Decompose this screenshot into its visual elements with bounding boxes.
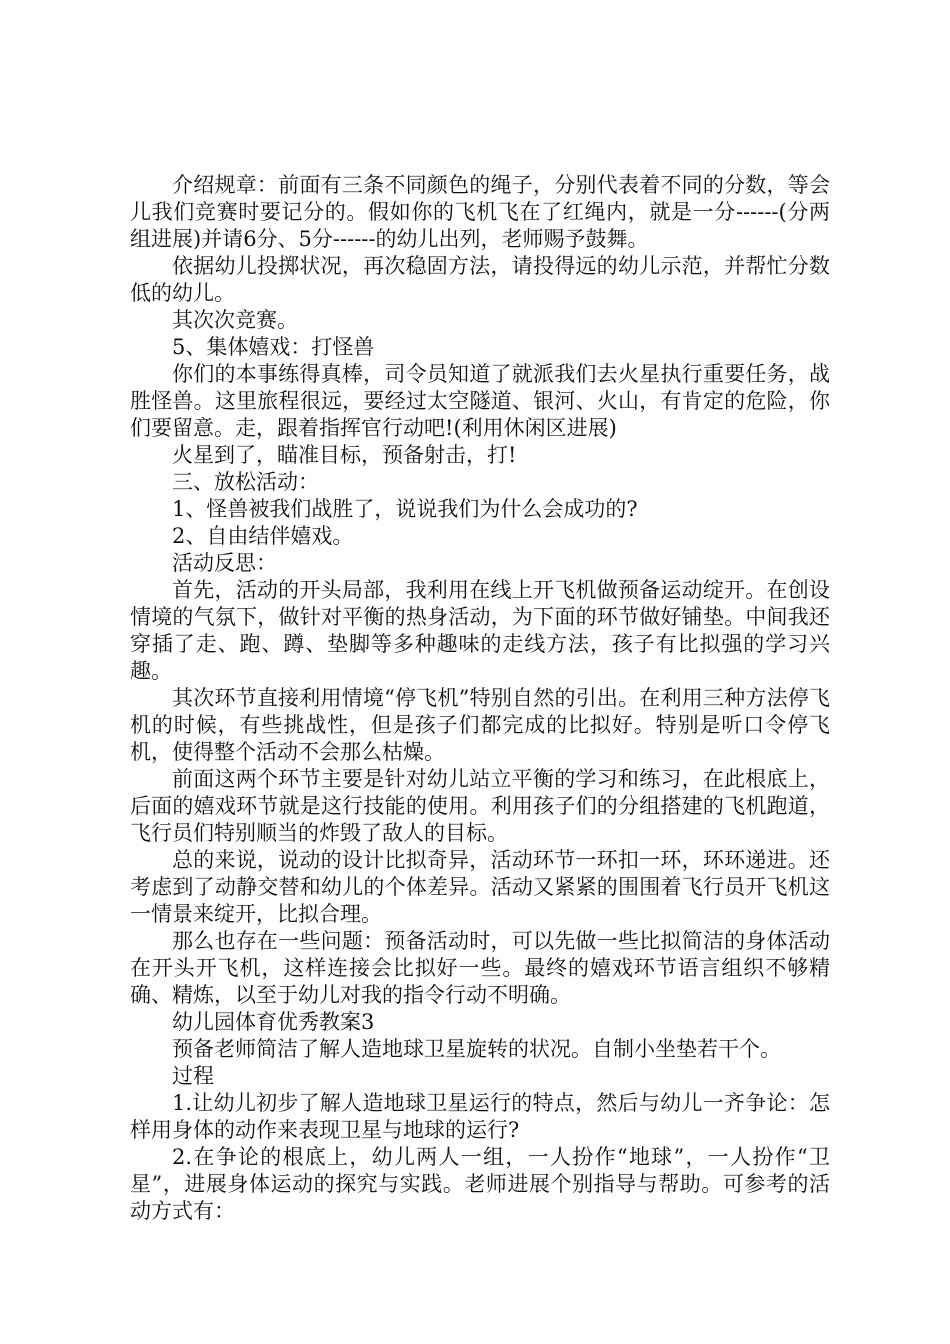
document-body	[130, 172, 830, 1225]
paragraph-mission-story: 你们的本事练得真棒，司令员知道了就派我们去火星执行重要任务，战胜怪兽。这里旅程很远，要经过太空隧道、银河、火山，有肯定的危险，你们要留意。走，跟着指挥官行动吧!(利用休闲区进展)	[130, 362, 830, 440]
paragraph-reflection-second: 其次环节直接利用情境“停飞机”特别自然的引出。在利用三种方法停飞机的时候，有些挑战性，但是孩子们都完成的比拟好。特别是听口令停飞机，使得整个活动不会那么枯燥。	[130, 686, 830, 764]
paragraph-process-step-1: 1.让幼儿初步了解人造地球卫星运行的特点，然后与幼儿一齐争论：怎样用身体的动作来表现卫星与地球的运行?	[130, 1091, 830, 1142]
paragraph-reflection-summary: 总的来说，说动的设计比拟奇异，活动环节一环扣一环，环环递进。还考虑到了动静交替和幼儿的个体差异。活动又紧紧的围围着飞行员开飞机这一情景来绽开，比拟合理。	[130, 848, 830, 926]
paragraph-heading-lesson-3: 幼儿园体育优秀教案3	[172, 1010, 375, 1034]
paragraph-heading-group-game: 5、集体嬉戏：打怪兽	[172, 335, 375, 359]
paragraph-heading-reflection: 活动反思：	[172, 551, 277, 575]
paragraph-reflection-first: 首先，活动的开头局部，我利用在线上开飞机做预备运动绽开。在创设情境的气氛下，做针对平衡的热身活动，为下面的环节做好铺垫。中间我还穿插了走、跑、蹲、垫脚等多种趣味的走线方法，孩子有比拟强的学习兴趣。	[130, 578, 830, 683]
paragraph-reflection-problems: 那么也存在一些问题：预备活动时，可以先做一些比拟简洁的身体活动在开头开飞机，这样连接会比拟好一些。最终的嬉戏环节语言组织不够精确、精炼，以至于幼儿对我的指令行动不明确。	[130, 929, 830, 1007]
paragraph-heading-process: 过程	[172, 1064, 214, 1088]
paragraph-process-step-2: 2.在争论的根底上，幼儿两人一组，一人扮作“地球”，一人扮作“卫星”，进展身体运动的探究与实践。老师进展个别指导与帮助。可参考的活动方式有：	[130, 1145, 830, 1223]
paragraph-reflection-balance: 前面这两个环节主要是针对幼儿站立平衡的学习和练习，在此根底上，后面的嬉戏环节就是这行技能的使用。利用孩子们的分组搭建的飞机跑道，飞行员们特别顺当的炸毁了敌人的目标。	[130, 767, 830, 845]
paragraph-preparation: 预备老师简洁了解人造地球卫星旋转的状况。自制小坐垫若干个。	[172, 1037, 781, 1061]
paragraph-relax-item-2: 2、自由结伴嬉戏。	[172, 524, 354, 548]
paragraph-mars-arrival: 火星到了，瞄准目标，预备射击，打!	[172, 443, 517, 467]
paragraph-second-contest: 其次次竞赛。	[172, 308, 298, 332]
paragraph-reinforce-method: 依据幼儿投掷状况，再次稳固方法，请投得远的幼儿示范，并帮忙分数低的幼儿。	[130, 254, 830, 305]
paragraph-rules-intro: 介绍规章：前面有三条不同颜色的绳子，分别代表着不同的分数，等会儿我们竞赛时要记分的。假如你的飞机飞在了红绳内，就是一分------(分两组进展)并请6分、5分------的幼儿出列，老师赐予鼓舞。	[130, 173, 830, 251]
paragraph-relax-item-1: 1、怪兽被我们战胜了，说说我们为什么会成功的?	[172, 497, 638, 521]
paragraph-heading-relax: 三、放松活动：	[172, 470, 319, 494]
